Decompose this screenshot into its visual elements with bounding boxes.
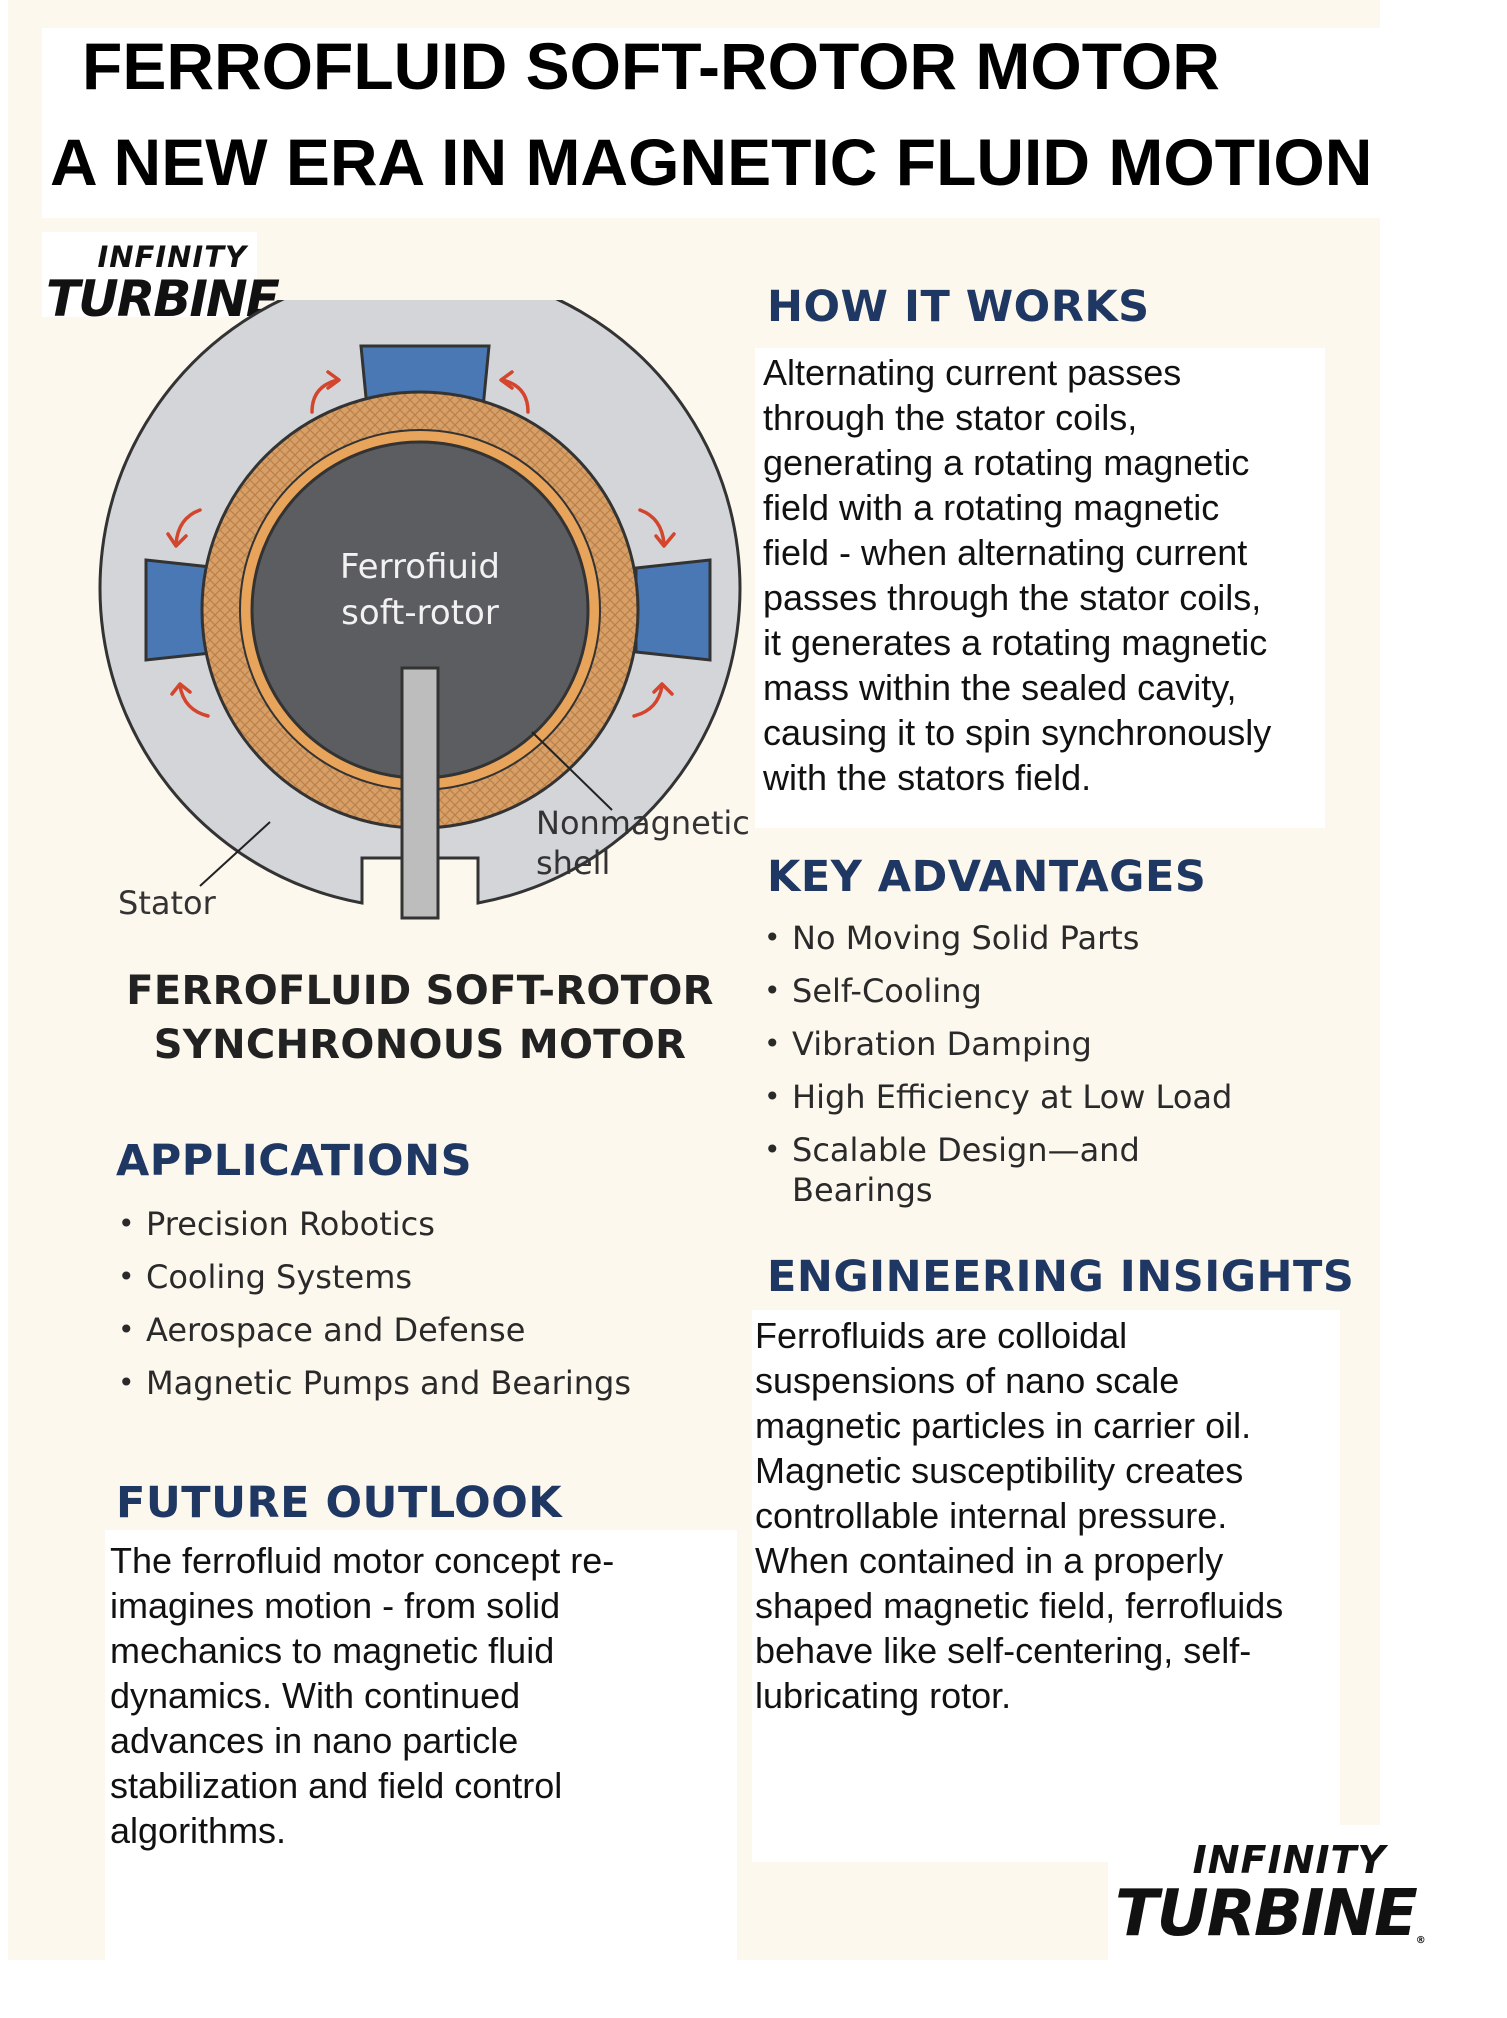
stator-coil-right	[636, 560, 710, 660]
text-line: mechanics to magnetic fluid	[110, 1630, 555, 1671]
text-line: behave like self-centering, self-	[755, 1630, 1252, 1671]
logo-bottom-line2: TURBINE	[1115, 1877, 1416, 1951]
text-line: Alternating current passes	[763, 352, 1182, 393]
shell-label-2: shell	[536, 844, 611, 882]
list-item: • Precision Robotics	[116, 1204, 716, 1244]
text-line: mass within the sealed cavity,	[763, 667, 1237, 708]
text-line: algorithms.	[110, 1810, 287, 1851]
list-item: • No Moving Solid Parts	[762, 918, 1282, 958]
text-line: Magnetic susceptibility creates	[755, 1450, 1244, 1491]
text-line: advances in nano particle	[110, 1720, 519, 1761]
text-line: dynamics. With continued	[110, 1675, 521, 1716]
text-line: imagines motion - from solid	[110, 1585, 561, 1626]
text-line: suspensions of nano scale	[755, 1360, 1180, 1401]
text-line: shaped magnetic field, ferrofluids	[755, 1585, 1284, 1626]
key-advantages-list	[762, 918, 1282, 1223]
applications-heading: APPLICATIONS	[116, 1136, 473, 1186]
page-title-line-1: FERROFLUID SOFT-ROTOR MOTOR	[82, 29, 1220, 103]
text-line: field - when alternating current	[763, 532, 1248, 573]
diagram-title-line1: FERROFLUID SOFT-ROTOR	[126, 968, 714, 1014]
stator-label: Stator	[118, 884, 216, 922]
engineering-insights-heading: ENGINEERING INSIGHTS	[767, 1252, 1355, 1302]
list-item: • Scalable Design—and Bearings	[762, 1130, 1212, 1210]
text-line: lubricating rotor.	[755, 1675, 1012, 1716]
text-line: with the stators field.	[763, 757, 1092, 798]
rotor-shaft	[402, 668, 438, 918]
text-line: magnetic particles in carrier oil.	[755, 1405, 1252, 1446]
key-advantages-heading: KEY ADVANTAGES	[767, 852, 1207, 902]
list-item: • Aerospace and Defense	[116, 1310, 716, 1350]
engineering-insights-text	[755, 1313, 1340, 1718]
list-item: • High Efficiency at Low Load	[762, 1077, 1282, 1117]
text-line: through the stator coils,	[763, 397, 1138, 438]
text-line: The ferrofluid motor concept re-	[110, 1540, 615, 1581]
how-it-works-heading: HOW IT WORKS	[767, 282, 1150, 332]
logo-bottom-line1: INFINITY	[1192, 1838, 1386, 1882]
diagram-title	[80, 964, 760, 1072]
list-item: • Vibration Damping	[762, 1024, 1282, 1064]
list-item: • Self-Cooling	[762, 971, 1282, 1011]
logo-top-line2: TURBINE	[46, 270, 278, 328]
future-outlook-heading: FUTURE OUTLOOK	[116, 1478, 563, 1528]
text-line: stabilization and field control	[110, 1765, 563, 1806]
diagram-title-line2: SYNCHRONOUS MOTOR	[153, 1022, 687, 1068]
infinity-turbine-logo-bottom	[1115, 1838, 1426, 1951]
logo-top-line1: INFINITY	[97, 240, 247, 274]
motor-diagram	[80, 300, 780, 940]
shell-label-1: Nonmagnetic	[536, 804, 750, 842]
text-line: causing it to spin synchronously	[763, 712, 1272, 753]
text-line: passes through the stator coils,	[763, 577, 1262, 618]
page-title-line-2: A NEW ERA IN MAGNETIC FLUID MOTION	[50, 125, 1373, 199]
text-line: it generates a rotating magnetic	[763, 622, 1268, 663]
rotor-label-1: Ferrofiuid	[339, 547, 501, 587]
future-outlook-text	[110, 1538, 735, 1853]
list-item: • Cooling Systems	[116, 1257, 716, 1297]
applications-list	[116, 1204, 716, 1416]
text-line: generating a rotating magnetic	[763, 442, 1250, 483]
list-item: • Magnetic Pumps and Bearings	[116, 1363, 716, 1403]
text-line: controllable internal pressure.	[755, 1495, 1228, 1536]
rotor-label-2: soft-rotor	[341, 593, 499, 633]
registered-mark: ®	[1415, 1935, 1426, 1946]
text-line: When contained in a properly	[755, 1540, 1224, 1581]
text-line: field with a rotating magnetic	[763, 487, 1220, 528]
how-it-works-text	[763, 350, 1323, 800]
text-line: Ferrofluids are colloidal	[755, 1315, 1128, 1356]
